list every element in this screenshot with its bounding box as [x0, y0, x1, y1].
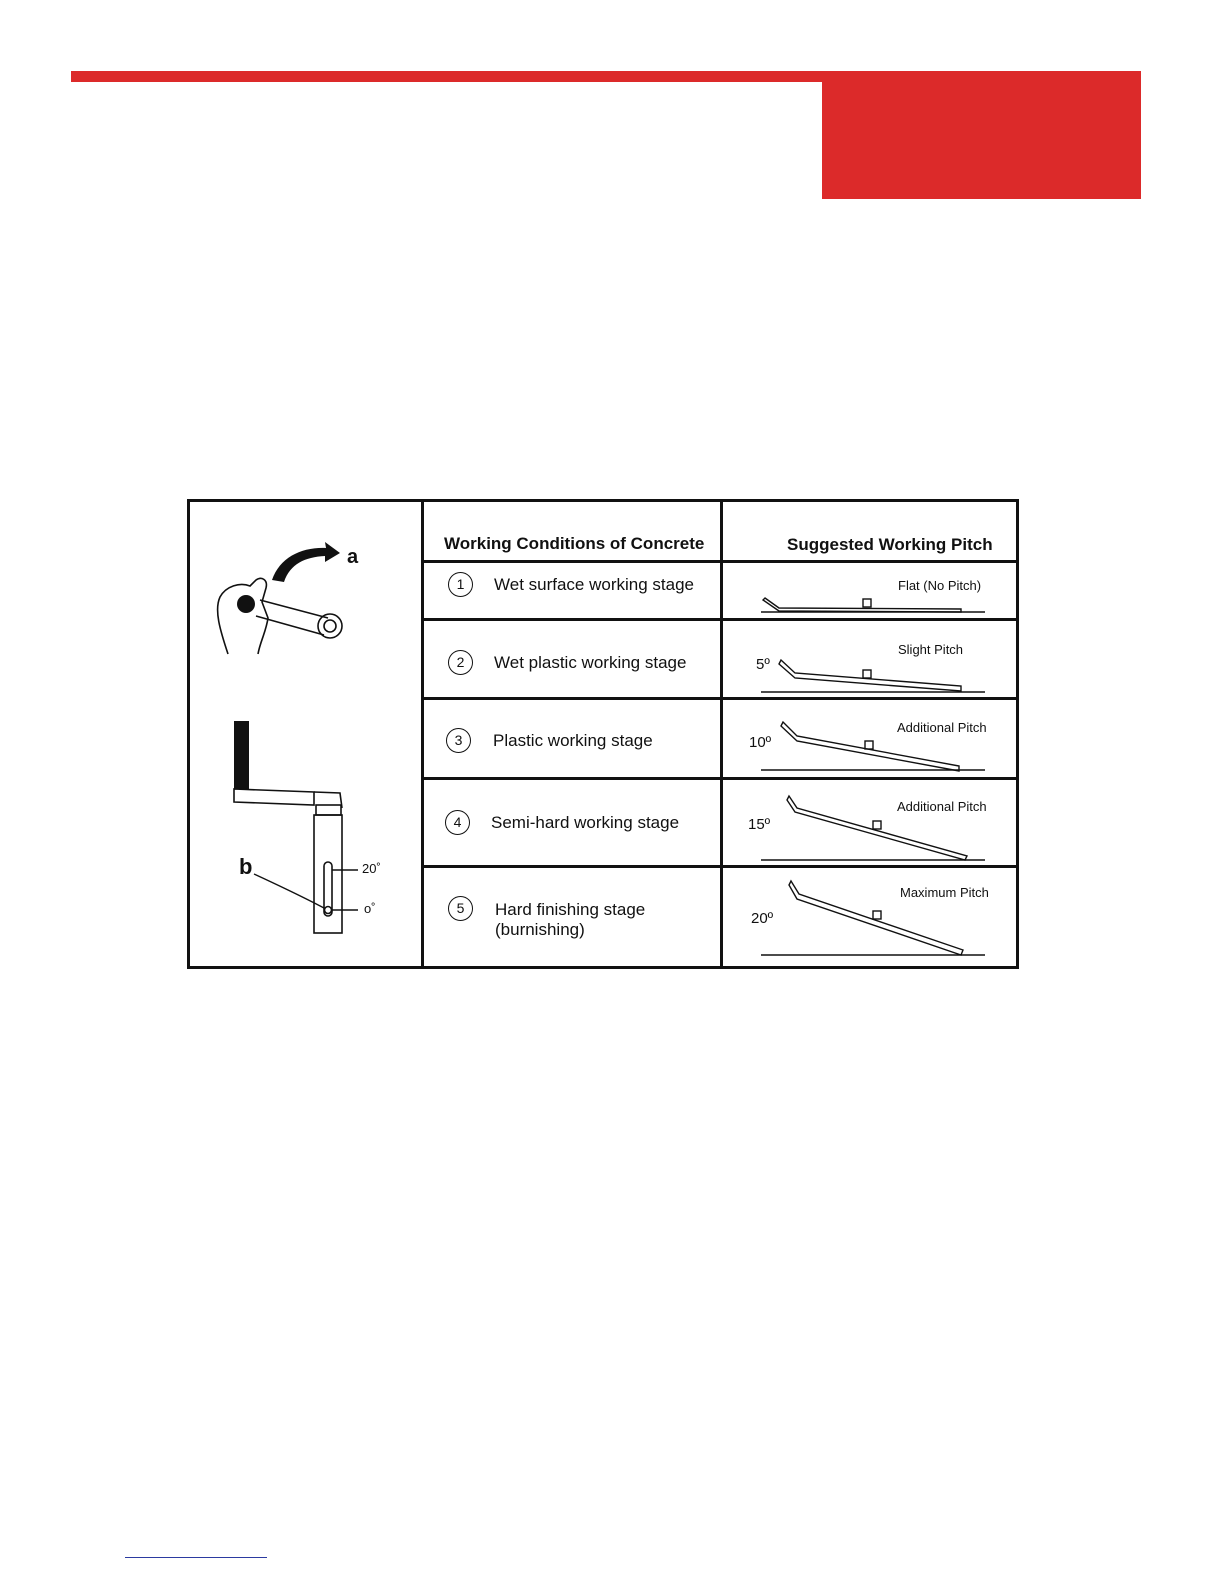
- stage-label: Wet plastic working stage: [494, 653, 687, 672]
- table-row: [723, 868, 1016, 966]
- angle-label: 20º: [751, 910, 774, 927]
- illustration-panel: [190, 502, 424, 966]
- step-number-badge: 1: [448, 572, 473, 597]
- angle-label: 15º: [748, 816, 771, 833]
- table-row: [723, 700, 1016, 780]
- trowel-additional-pitch-icon: [723, 700, 1016, 780]
- step-number-badge: 2: [448, 650, 473, 675]
- scale-bottom-label: o˚: [364, 901, 376, 916]
- conditions-header: Working Conditions of Concrete: [424, 502, 720, 563]
- conditions-column: [424, 502, 723, 966]
- step-number-badge: 3: [446, 728, 471, 753]
- table-row: [424, 700, 720, 780]
- table-row: [723, 563, 1016, 621]
- stage-label: Hard finishing stage (burnishing): [495, 900, 646, 939]
- table-row: [424, 621, 720, 700]
- pitch-label: Additional Pitch: [897, 720, 987, 735]
- step-number-badge: 4: [445, 810, 470, 835]
- pitch-label: Flat (No Pitch): [898, 578, 982, 593]
- stage-label: Plastic working stage: [493, 731, 653, 750]
- hand-icon: [218, 578, 268, 654]
- table-row: [424, 780, 720, 868]
- pitch-header: Suggested Working Pitch: [723, 502, 1016, 563]
- pitch-label: Additional Pitch: [897, 799, 987, 814]
- table-row: [723, 780, 1016, 868]
- pitch-column: [723, 502, 1016, 966]
- table-row: [424, 868, 720, 966]
- pitch-adjust-illustration: [190, 502, 421, 966]
- stage-label: Wet surface working stage: [494, 575, 694, 594]
- crank-handle-icon: [234, 721, 249, 789]
- trowel-pitch-figure: [187, 499, 1019, 969]
- trowel-maximum-pitch-icon: [723, 868, 1016, 966]
- angle-label: 5º: [756, 656, 770, 673]
- scale-top-label: 20˚: [362, 861, 381, 876]
- step-number-badge: 5: [448, 896, 473, 921]
- trowel-flat-icon: [723, 563, 1016, 621]
- label-b: b: [239, 854, 253, 879]
- pitch-label: Slight Pitch: [898, 642, 964, 657]
- header-red-block: [822, 71, 1141, 199]
- stage-label: Semi-hard working stage: [491, 813, 680, 832]
- trowel-additional-pitch-icon: [723, 780, 1016, 868]
- rotate-arrow-icon: [272, 542, 340, 582]
- table-row: [723, 621, 1016, 700]
- table-row: [424, 563, 720, 621]
- pitch-label: Maximum Pitch: [900, 885, 989, 900]
- label-a: a: [347, 546, 359, 568]
- trowel-slight-pitch-icon: [723, 621, 1016, 700]
- footer-link-underline: [125, 1557, 267, 1558]
- angle-label: 10º: [749, 734, 772, 751]
